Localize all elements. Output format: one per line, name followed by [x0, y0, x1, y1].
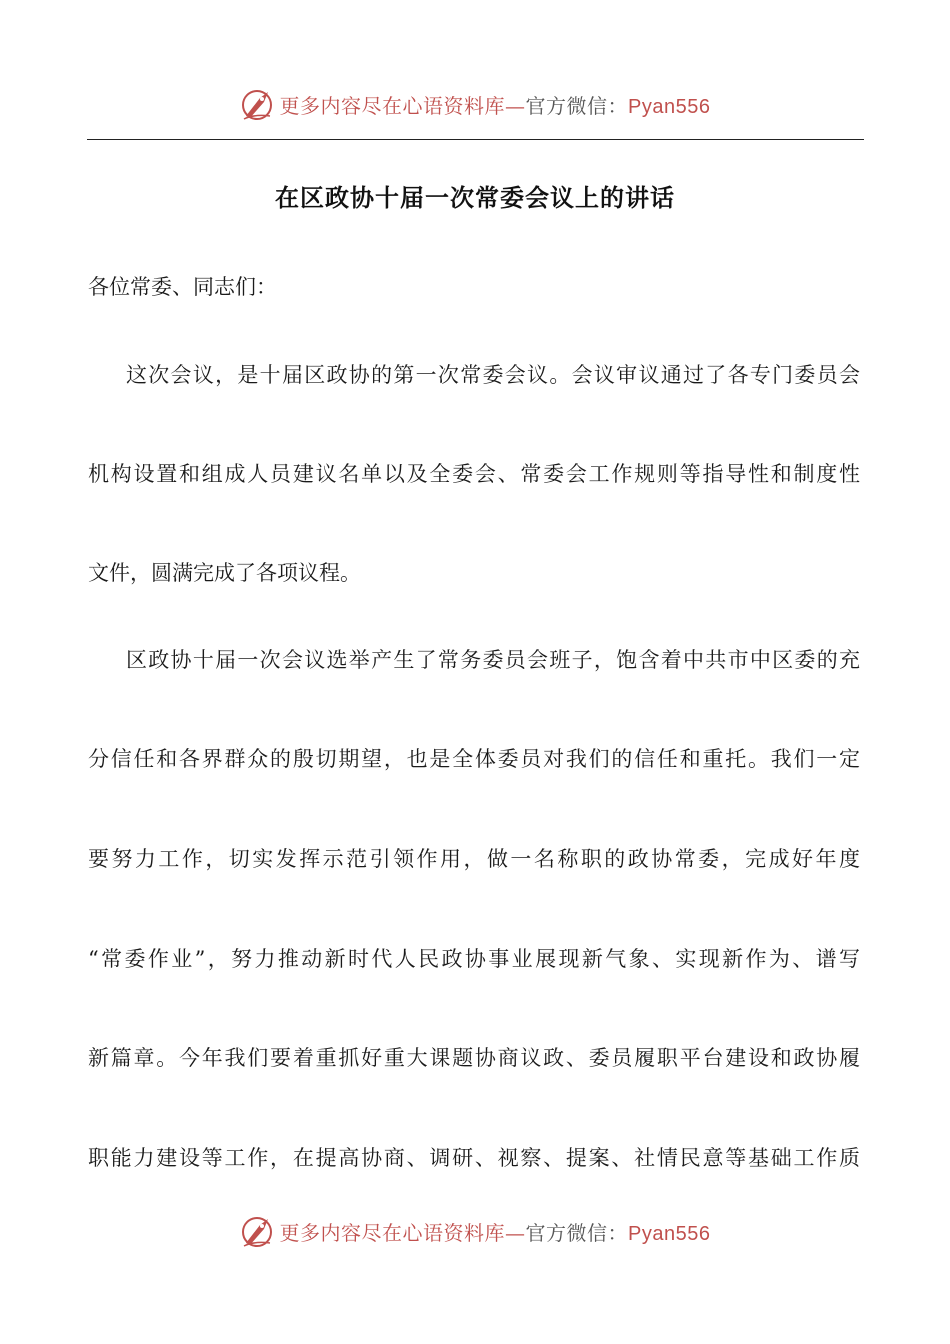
document-title: 在区政协十届一次常委会议上的讲话	[275, 184, 675, 212]
salutation: 各位常委、同志们：	[88, 275, 277, 299]
paragraph2-line: 区政协十届一次会议选举产生了常务委员会班子，饱含着中共市中区委的充	[126, 648, 860, 672]
paragraph2-line: 要努力工作，切实发挥示范引领作用，做一名称职的政协常委，完成好年度	[88, 847, 860, 871]
header-banner-text	[280, 90, 711, 119]
footer-banner	[0, 1211, 950, 1251]
footer-banner-wechat: Pyan556	[628, 1222, 711, 1245]
header-banner-main: 更多内容尽在心语资料库	[279, 93, 506, 118]
paragraph2-line: 分信任和各界群众的殷切期望，也是全体委员对我们的信任和重托。我们一定	[88, 747, 860, 771]
pen-nib-logo-icon	[240, 1213, 276, 1249]
paragraph2-line: 新篇章。今年我们要着重抓好重大课题协商议政、委员履职平台建设和政协履	[88, 1046, 860, 1070]
paragraph1-line: 这次会议，是十届区政协的第一次常委会议。会议审议通过了各专门委员会	[126, 363, 860, 387]
footer-banner-sub: 官方微信：	[525, 1220, 629, 1245]
header-rule	[87, 139, 864, 140]
header-banner	[0, 84, 950, 124]
footer-banner-main: 更多内容尽在心语资料库	[279, 1220, 506, 1245]
header-banner-wechat: Pyan556	[628, 95, 711, 118]
paragraph2-line: “常委作业”，努力推动新时代人民政协事业展现新气象、实现新作为、谱写	[88, 947, 860, 971]
header-banner-separator: —	[505, 93, 526, 118]
pen-nib-logo-icon	[240, 86, 276, 122]
footer-banner-separator: —	[505, 1220, 526, 1245]
paragraph1-line: 机构设置和组成人员建议名单以及全委会、常委会工作规则等指导性和制度性	[88, 462, 860, 486]
header-banner-sub: 官方微信：	[525, 93, 629, 118]
paragraph2-line: 职能力建设等工作，在提高协商、调研、视察、提案、社情民意等基础工作质	[88, 1146, 860, 1170]
footer-banner-text	[280, 1217, 711, 1246]
paragraph1-line: 文件，圆满完成了各项议程。	[88, 561, 361, 585]
